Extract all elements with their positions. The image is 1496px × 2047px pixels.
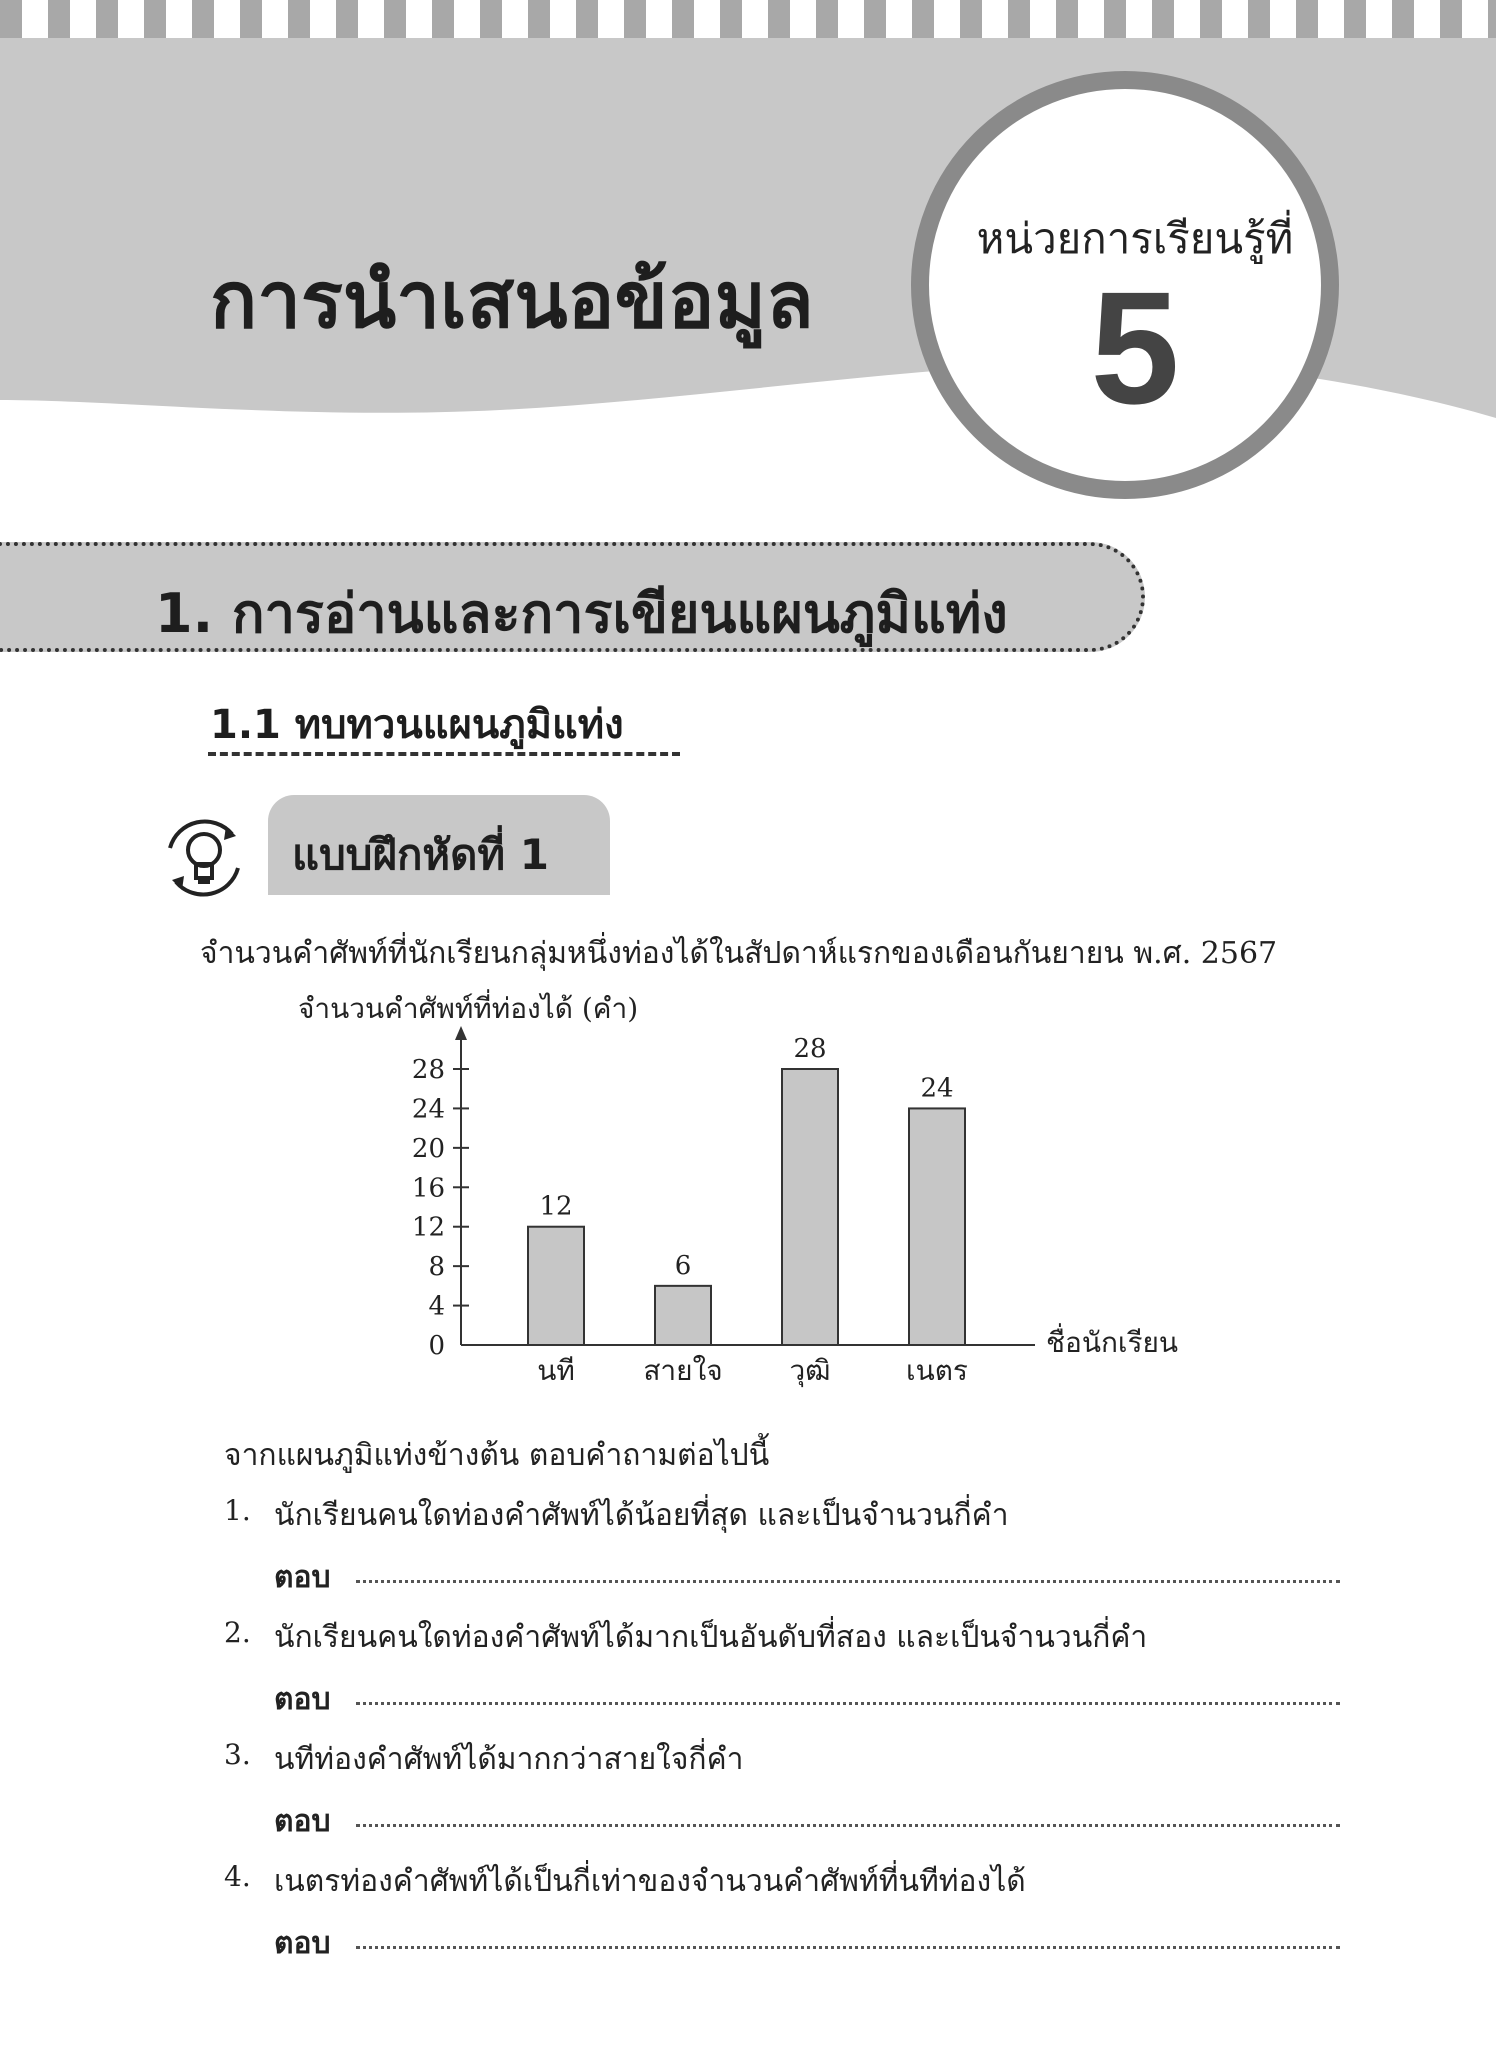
- y-tick-label: 16: [411, 1173, 445, 1204]
- question-text: เนตรท่องคำศัพท์ได้เป็นกี่เท่าของจำนวนคำศัพท์ที่นทีท่องได้: [274, 1864, 1026, 1899]
- y-tick-label: 28: [411, 1055, 445, 1085]
- unit-number: 5: [1090, 258, 1180, 437]
- chart-y-axis-arrow: [455, 1026, 467, 1040]
- bar-value-label: 24: [920, 1073, 954, 1104]
- y-tick-label: 24: [411, 1094, 445, 1125]
- question-text: นักเรียนคนใดท่องคำศัพท์ได้น้อยที่สุด และเป็นจำนวนกี่คำ: [274, 1498, 1009, 1533]
- y-tick-label: 4: [428, 1291, 445, 1322]
- answer-line[interactable]: [356, 1824, 1340, 1827]
- answer-label: ตอบ: [274, 1926, 331, 1961]
- chart-caption: จำนวนคำศัพท์ที่นักเรียนกลุ่มหนึ่งท่องได้ในสัปดาห์แรกของเดือนกันยายน พ.ศ. 2567: [200, 936, 1278, 971]
- y-tick-label: 0: [428, 1331, 445, 1361]
- exercise-title: แบบฝึกหัดที่ 1: [292, 830, 549, 879]
- bar: [655, 1286, 711, 1345]
- question-number: 3.: [224, 1738, 251, 1771]
- unit-label: หน่วยการเรียนรู้ที่: [976, 214, 1294, 263]
- answer-label: ตอบ: [274, 1804, 331, 1839]
- x-category-label: สายใจ: [643, 1354, 723, 1387]
- question-number: 1.: [224, 1494, 251, 1527]
- bar: [528, 1227, 584, 1345]
- question-number: 4.: [224, 1860, 251, 1893]
- x-category-label: นที: [537, 1354, 575, 1387]
- section-title: 1. การอ่านและการเขียนแผนภูมิแท่ง: [155, 582, 1008, 645]
- questions-intro: จากแผนภูมิแท่งข้างต้น ตอบคำถามต่อไปนี้: [224, 1438, 770, 1473]
- bar: [782, 1069, 838, 1345]
- subsection-title: 1.1 ทบทวนแผนภูมิแท่ง: [210, 702, 624, 748]
- answer-line[interactable]: [356, 1580, 1340, 1583]
- question-text: นทีท่องคำศัพท์ได้มากกว่าสายใจกี่คำ: [274, 1742, 744, 1777]
- x-category-label: วุฒิ: [789, 1354, 831, 1387]
- bar: [909, 1108, 965, 1345]
- answer-label: ตอบ: [274, 1682, 331, 1717]
- answer-line[interactable]: [356, 1702, 1340, 1705]
- chart-xlabel: ชื่อนักเรียน: [1046, 1326, 1179, 1359]
- y-tick-label: 20: [411, 1133, 445, 1164]
- bar-value-label: 12: [539, 1191, 573, 1222]
- question-text: นักเรียนคนใดท่องคำศัพท์ได้มากเป็นอันดับที่สอง และเป็นจำนวนกี่คำ: [274, 1620, 1148, 1655]
- unit-title: การนำเสนอข้อมูล: [210, 256, 814, 346]
- answer-line[interactable]: [356, 1946, 1340, 1949]
- bar-value-label: 28: [793, 1034, 827, 1064]
- question-number: 2.: [224, 1616, 251, 1649]
- bar-value-label: 6: [674, 1250, 692, 1281]
- x-category-label: เนตร: [906, 1354, 968, 1387]
- chart-ylabel: จำนวนคำศัพท์ที่ท่องได้ (คำ): [298, 992, 639, 1025]
- y-tick-label: 8: [428, 1252, 445, 1283]
- y-tick-label: 12: [411, 1212, 445, 1243]
- answer-label: ตอบ: [274, 1560, 331, 1595]
